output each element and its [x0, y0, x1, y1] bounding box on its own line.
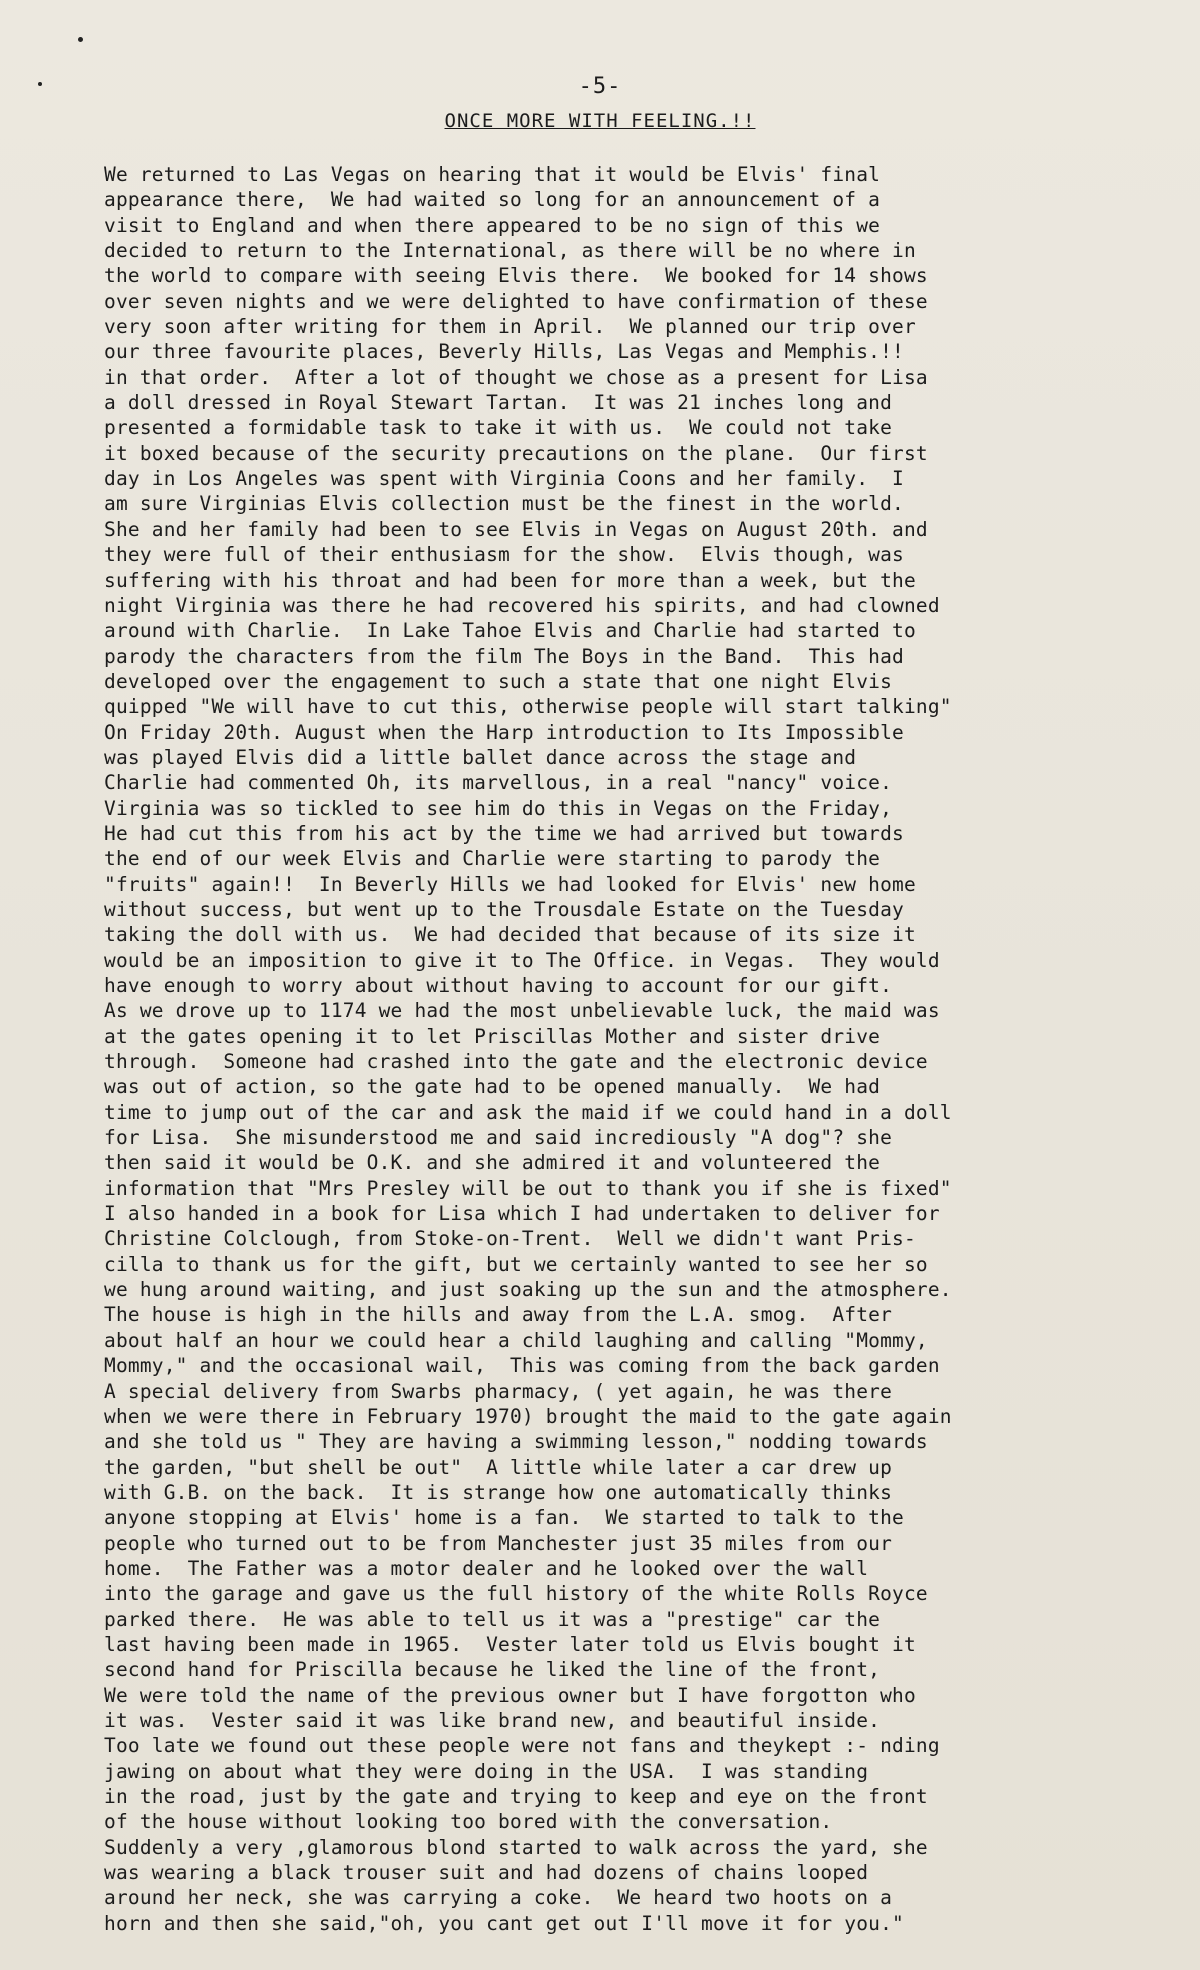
text-line: Virginia was so tickled to see him do this in Vegas on the Friday, [104, 796, 893, 820]
ink-speck [78, 37, 83, 42]
text-line: Mommy," and the occasional wail, This was coming from the back garden [104, 1354, 940, 1378]
text-line: jawing on about what they were doing in the USA. I was standing [104, 1759, 869, 1783]
text-line: we hung around waiting, and just soaking up the sun and the atmosphere. [104, 1278, 952, 1302]
text-line: suffering with his throat and had been for more than a week, but the [104, 568, 916, 592]
text-line: presented a formidable task to take it with us. We could not take [104, 416, 893, 440]
text-line: As we drove up to 1174 we had the most unbelievable luck, the maid was [104, 999, 940, 1023]
text-line: they were full of their enthusiasm for the show. Elvis though, was [104, 543, 904, 567]
text-line: developed over the engagement to such a state that one night Elvis [104, 669, 893, 693]
text-line: was wearing a black trouser suit and had dozens of chains looped [104, 1861, 869, 1885]
text-line: around her neck, she was carrying a coke. We heard two hoots on a [104, 1886, 893, 1910]
text-line: anyone stopping at Elvis' home is a fan. We started to talk to the [104, 1506, 904, 1530]
text-line: second hand for Priscilla because he liked the line of the front, [104, 1658, 881, 1682]
text-line: was out of action, so the gate had to be opened manually. We had [104, 1075, 881, 1099]
text-line: parked there. He was able to tell us it was a "prestige" car the [104, 1607, 881, 1631]
text-line: for Lisa. She misunderstood me and said incrediously "A dog"? she [104, 1126, 893, 1150]
text-line: taking the doll with us. We had decided that because of its size it [104, 923, 916, 947]
text-line: quipped "We will have to cut this, otherwise people will start talking" [104, 695, 952, 719]
text-line: people who turned out to be from Manchester just 35 miles from our [104, 1531, 893, 1555]
text-line: appearance there, We had waited so long for an announcement of a [104, 188, 881, 212]
text-line: last having been made in 1965. Vester later told us Elvis bought it [104, 1632, 916, 1656]
text-line: We were told the name of the previous owner but I have forgotton who [104, 1683, 916, 1707]
text-line: day in Los Angeles was spent with Virginia Coons and her family. I [104, 467, 904, 491]
text-line: She and her family had been to see Elvis in Vegas on August 20th. and [104, 517, 928, 541]
text-line: The house is high in the hills and away from the L.A. smog. After [104, 1303, 893, 1327]
text-line: Christine Colclough, from Stoke-on-Trent. Well we didn't want Pris- [104, 1227, 916, 1251]
text-line: "fruits" again!! In Beverly Hills we had looked for Elvis' new home [104, 872, 916, 896]
text-line: the end of our week Elvis and Charlie were starting to parody the [104, 847, 881, 871]
text-line: am sure Virginias Elvis collection must be the finest in the world. [104, 492, 904, 516]
text-line: our three favourite places, Beverly Hills, Las Vegas and Memphis.!! [104, 340, 904, 364]
text-line: horn and then she said,"oh, you cant get out I'll move it for you." [104, 1911, 904, 1935]
text-line: parody the characters from the film The Boys in the Band. This had [104, 644, 904, 668]
text-line: in the road, just by the gate and trying to keep and eye on the front [104, 1785, 928, 1808]
text-line: in that order. After a lot of thought we chose as a present for Lisa [104, 365, 928, 389]
text-line: We returned to Las Vegas on hearing that it would be Elvis' final [104, 163, 881, 186]
text-line: over seven nights and we were delighted to have confirmation of these [104, 289, 928, 313]
text-line: On Friday 20th. August when the Harp introduction to Its Impossible [104, 720, 904, 744]
page-number: -5- [578, 74, 622, 99]
text-line: visit to England and when there appeared to be no sign of this we [104, 213, 881, 237]
text-line: through. Someone had crashed into the gate and the electronic device [104, 1050, 928, 1074]
text-line: night Virginia was there he had recovered his spirits, and had clowned [104, 593, 940, 617]
text-line: about half an hour we could hear a child laughing and calling "Mommy, [104, 1328, 928, 1352]
text-line: I also handed in a book for Lisa which I had undertaken to deliver for [104, 1202, 940, 1226]
text-line: A special delivery from Swarbs pharmacy, ( yet again, he was there [104, 1379, 893, 1403]
text-line: cilla to thank us for the gift, but we certainly wanted to see her so [104, 1252, 928, 1276]
text-line: have enough to worry about without having to account for our gift. [104, 974, 893, 997]
text-line: with G.B. on the back. It is strange how one automatically thinks [104, 1480, 893, 1504]
text-line: around with Charlie. In Lake Tahoe Elvis and Charlie had started to [104, 619, 916, 643]
text-line: when we were there in February 1970) brought the maid to the gate again [104, 1404, 952, 1428]
text-line: of the house without looking too bored with the conversation. [104, 1810, 833, 1834]
text-line: time to jump out of the car and ask the maid if we could hand in a doll [104, 1100, 952, 1124]
text-line: would be an imposition to give it to The Office. in Vegas. They would [104, 948, 940, 972]
text-line: was played Elvis did a little ballet dance across the stage and [104, 745, 857, 769]
page-title: ONCE MORE WITH FEELING.!! [444, 110, 756, 132]
text-line: Too late we found out these people were not fans and theykept :- nding [104, 1734, 940, 1758]
text-line: then said it would be O.K. and she admired it and volunteered the [104, 1151, 881, 1175]
text-line: Suddenly a very ,glamorous blond started to walk across the yard, she [104, 1835, 928, 1859]
text-line: He had cut this from his act by the time we had arrived but towards [104, 821, 904, 845]
text-line: decided to return to the International, as there will be no where in [104, 239, 916, 263]
text-line: it boxed because of the security precautions on the plane. Our first [104, 441, 928, 465]
text-line: the garden, "but shell be out" A little while later a car drew up [104, 1455, 893, 1479]
text-line: into the garage and gave us the full history of the white Rolls Royce [104, 1582, 928, 1606]
text-line: the world to compare with seeing Elvis there. We booked for 14 shows [104, 264, 928, 288]
text-line: information that "Mrs Presley will be out to thank you if she is fixed" [104, 1176, 952, 1200]
text-line: a doll dressed in Royal Stewart Tartan. It was 21 inches long and [104, 391, 893, 415]
text-line: Charlie had commented Oh, its marvellous, in a real "nancy" voice. [104, 771, 893, 795]
text-line: it was. Vester said it was like brand new, and beautiful inside. [104, 1708, 881, 1732]
text-line: at the gates opening it to let Priscillas Mother and sister drive [104, 1024, 881, 1048]
text-line: very soon after writing for them in April. We planned our trip over [104, 315, 916, 339]
text-line: without success, but went up to the Trousdale Estate on the Tuesday [104, 897, 904, 921]
article-body [104, 162, 1194, 1936]
text-line: and she told us " They are having a swimming lesson," nodding towards [104, 1430, 928, 1454]
text-line: home. The Father was a motor dealer and he looked over the wall [104, 1556, 869, 1580]
